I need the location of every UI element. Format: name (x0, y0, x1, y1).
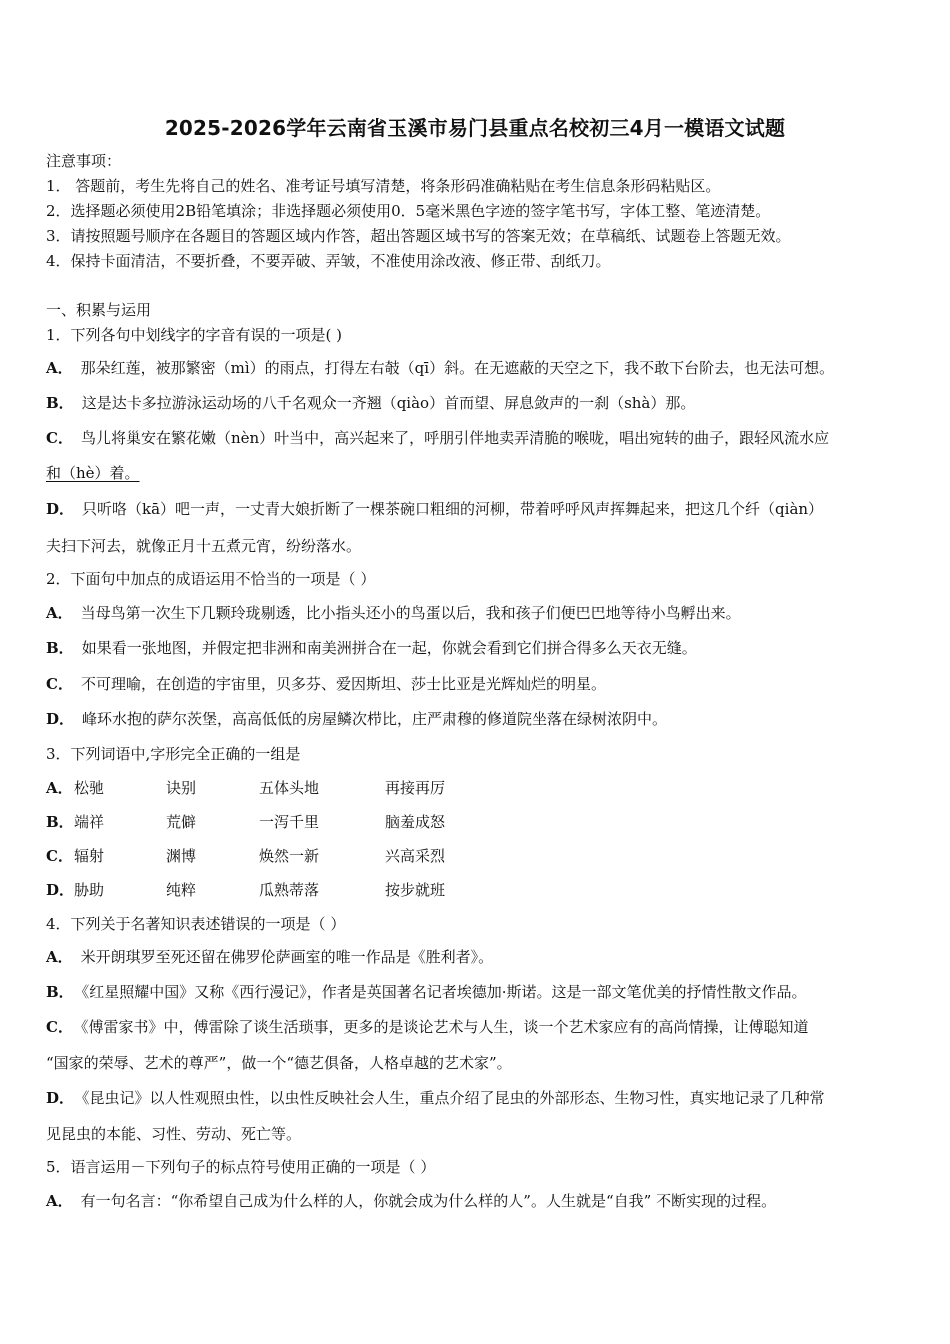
word: 端祥 (74, 813, 105, 831)
question-3-option-a (46, 777, 546, 799)
question-2-option-c (46, 673, 606, 695)
page-title: 2025-2026学年云南省玉溪市易门县重点名校初三4月一模语文试题 (164, 116, 786, 140)
option-label: A． (46, 359, 73, 377)
question-1-option-d-cont: 夫扫下河去，就像正月十五煮元宵，纷纷落水。 (46, 537, 362, 555)
option-text: 当母鸟第一次生下几颗玲珑剔透，比小指头还小的鸟蛋以后，我和孩子们便巴巴地等待小鸟孵出来。 (80, 604, 741, 622)
word: 再接再厉 (385, 779, 446, 797)
question-4-option-c-cont: “国家的荣辱、艺术的尊严”，做一个“德艺俱备，人格卓越的艺术家”。 (46, 1054, 512, 1072)
option-text: 《傅雷家书》中，傅雷除了谈生活琐事，更多的是谈论艺术与人生，谈一个艺术家应有的高尚情操，让傅聪知道 (80, 1018, 809, 1036)
question-5-stem: 5．语言运用－下列句子的标点符号使用正确的一项是（ ） (46, 1158, 436, 1176)
question-4-stem: 4．下列关于名著知识表述错误的一项是（ ） (46, 915, 346, 933)
question-1-option-d (46, 498, 823, 520)
question-2-option-b (46, 637, 697, 659)
option-label: C． (46, 847, 73, 865)
notice-item: 1． 答题前，考生先将自己的姓名、准考证号填写清楚，将条形码准确粘贴在考生信息条形码粘贴区。 (46, 177, 721, 195)
word: 五体头地 (259, 779, 320, 797)
question-2-option-a (46, 602, 741, 624)
option-label: B． (46, 813, 74, 831)
option-label: B． (46, 394, 74, 412)
word: 辐射 (74, 847, 105, 865)
word: 荒僻 (166, 813, 197, 831)
option-text: 如果看一张地图，并假定把非洲和南美洲拼合在一起，你就会看到它们拼合得多么天衣无缝。 (81, 639, 697, 657)
word: 胁助 (74, 881, 105, 899)
option-text: 鸟儿将巢安在繁花嫩（nèn）叶当中，高兴起来了，呼朋引伴地卖弄清脆的喉咙，唱出宛转的曲子，跟轻风流水应 (80, 429, 830, 447)
option-label: A． (46, 779, 73, 797)
question-3-option-d (46, 879, 546, 901)
question-3-option-b (46, 811, 546, 833)
question-4-option-c (46, 1016, 808, 1038)
option-label: A． (46, 1192, 73, 1210)
option-label: C． (46, 429, 73, 447)
notice-item: 4．保持卡面清洁，不要折叠，不要弄破、弄皱，不准使用涂改液、修正带、刮纸刀。 (46, 252, 611, 270)
option-label: D． (46, 500, 75, 518)
option-label: D． (46, 1089, 75, 1107)
option-label: B． (46, 639, 74, 657)
option-label: D． (46, 710, 75, 728)
option-text: 米开朗琪罗至死还留在佛罗伦萨画室的唯一作品是《胜利者》。 (80, 948, 494, 966)
question-5-option-a (46, 1190, 776, 1212)
word: 兴高采烈 (385, 847, 446, 865)
word: 瓜熟蒂落 (259, 881, 320, 899)
option-label: D． (46, 881, 75, 899)
option-text: 只听咯（kā）吧一声，一丈青大娘折断了一棵茶碗口粗细的河柳，带着呼呼风声挥舞起来，把这几个纤（qiàn） (82, 500, 824, 518)
option-text: 这是达卡多拉游泳运动场的八千名观众一齐翘（qiào）首而望、屏息敛声的一刹（shà）那。 (81, 394, 696, 412)
question-1-option-a (46, 357, 834, 379)
option-text: 峰环水抱的萨尔茨堡，高高低低的房屋鳞次栉比，庄严肃穆的修道院坐落在绿树浓阴中。 (82, 710, 668, 728)
option-label: A． (46, 948, 73, 966)
word: 焕然一新 (259, 847, 320, 865)
option-text: 《昆虫记》以人性观照虫性，以虫性反映社会人生，重点介绍了昆虫的外部形态、生物习性，真实地记录了几种常 (82, 1089, 825, 1107)
option-label: C． (46, 675, 73, 693)
question-2-option-d (46, 708, 667, 730)
section-heading: 一、积累与运用 (46, 301, 152, 319)
question-3-stem: 3．下列词语中,字形完全正确的一组是 (46, 745, 301, 763)
option-label: C． (46, 1018, 73, 1036)
question-4-option-b (46, 981, 806, 1003)
word: 纯粹 (166, 881, 197, 899)
notice-heading: 注意事项： (46, 152, 122, 170)
question-3-option-c (46, 845, 546, 867)
question-4-option-d-cont: 见昆虫的本能、习性、劳动、死亡等。 (46, 1125, 302, 1143)
option-label: B． (46, 983, 74, 1001)
question-2-stem: 2．下面句中加点的成语运用不恰当的一项是（ ） (46, 570, 376, 588)
notice-item: 3．请按照题号顺序在各题目的答题区域内作答，超出答题区域书写的答案无效；在草稿纸、试题卷上答题无效。 (46, 227, 791, 245)
word: 渊博 (166, 847, 197, 865)
word: 松驰 (74, 779, 105, 797)
word: 一泻千里 (259, 813, 320, 831)
question-1-stem: 1．下列各句中划线字的字音有误的一项是( ) (46, 326, 343, 344)
option-text: 《红星照耀中国》又称《西行漫记》，作者是英国著名记者埃德加·斯诺。这是一部文笔优美的抒情性散文作品。 (81, 983, 807, 1001)
word: 诀别 (166, 779, 197, 797)
question-4-option-d (46, 1087, 825, 1109)
option-text: 不可理喻，在创造的宇宙里，贝多芬、爱因斯坦、莎士比亚是光辉灿烂的明星。 (80, 675, 606, 693)
question-4-option-a (46, 946, 493, 968)
option-text: 那朵红莲，被那繁密（mì）的雨点，打得左右攲（qī）斜。在无遮蔽的天空之下，我不敢下台阶去，也无法可想。 (80, 359, 835, 377)
question-1-option-c-cont: 和（hè）着。 (46, 464, 140, 482)
option-text: 有一句名言：“你希望自己成为什么样的人，你就会成为什么样的人”。人生就是“自我” 不断实现的过程。 (80, 1192, 777, 1210)
option-label: A． (46, 604, 73, 622)
question-1-option-b (46, 392, 695, 414)
notice-item: 2．选择题必须使用2B铅笔填涂；非选择题必须使用0．5毫米黑色字迹的签字笔书写，字体工整、笔迹清楚。 (46, 202, 771, 220)
question-1-option-c (46, 427, 829, 449)
word: 按步就班 (385, 881, 446, 899)
word: 脑羞成怒 (385, 813, 446, 831)
